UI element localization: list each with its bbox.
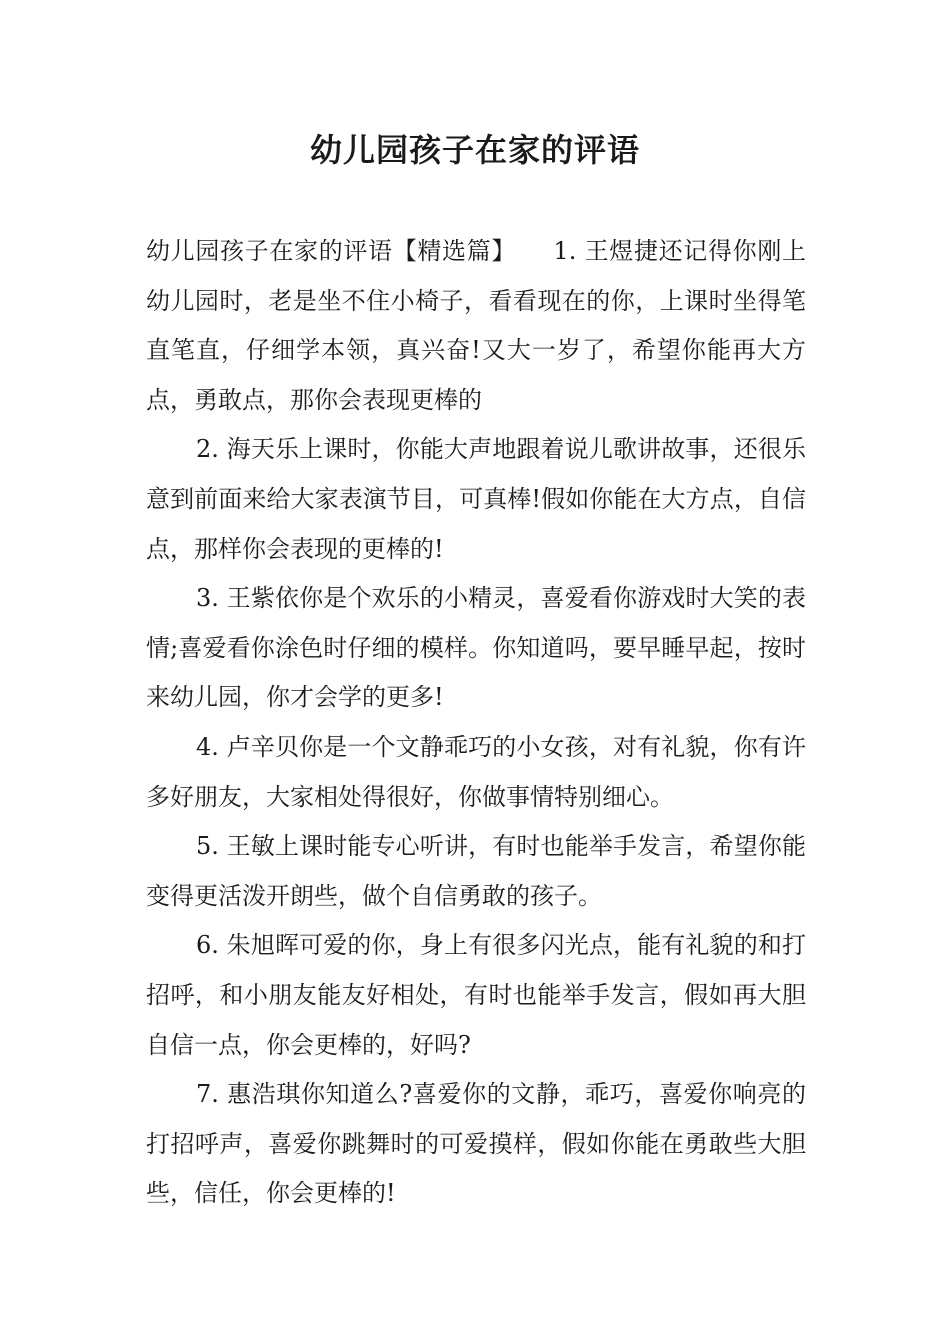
paragraph-comment-5: 5. 王敏上课时能专心听讲，有时也能举手发言，希望你能变得更活泼开朗些，做个自信勇敢的孩子。 <box>146 832 806 910</box>
paragraph-comment-3: 3. 王紫依你是个欢乐的小精灵，喜爱看你游戏时大笑的表情;喜爱看你涂色时仔细的模样。你知道吗，要早睡早起，按时来幼儿园，你才会学的更多! <box>146 584 806 712</box>
paragraph-comment-6: 6. 朱旭晖可爱的你，身上有很多闪光点，能有礼貌的和打招呼，和小朋友能友好相处，有时也能举手发言，假如再大胆自信一点，你会更棒的，好吗? <box>146 931 806 1059</box>
paragraph-comment-2: 2. 海天乐上课时，你能大声地跟着说儿歌讲故事，还很乐意到前面来给大家表演节目，可真棒!假如你能在大方点，自信点，那样你会表现的更棒的! <box>146 435 806 563</box>
document-body <box>146 227 806 1219</box>
paragraph-intro: 幼儿园孩子在家的评语【精选篇】 1. 王煜捷还记得你刚上幼儿园时，老是坐不住小椅子，看看现在的你，上课时坐得笔直笔直，仔细学本领，真兴奋!又大一岁了，希望你能再大方点，勇敢点，那你会表现更棒的 <box>146 237 806 414</box>
paragraph-comment-7: 7. 惠浩琪你知道么?喜爱你的文静，乖巧，喜爱你响亮的打招呼声，喜爱你跳舞时的可爱摸样，假如你能在勇敢些大胆些，信任，你会更棒的! <box>146 1080 806 1208</box>
paragraph-comment-4: 4. 卢辛贝你是一个文静乖巧的小女孩，对有礼貌，你有许多好朋友，大家相处得很好，你做事情特别细心。 <box>146 732 806 811</box>
document-title: 幼儿园孩子在家的评语 <box>309 131 640 169</box>
